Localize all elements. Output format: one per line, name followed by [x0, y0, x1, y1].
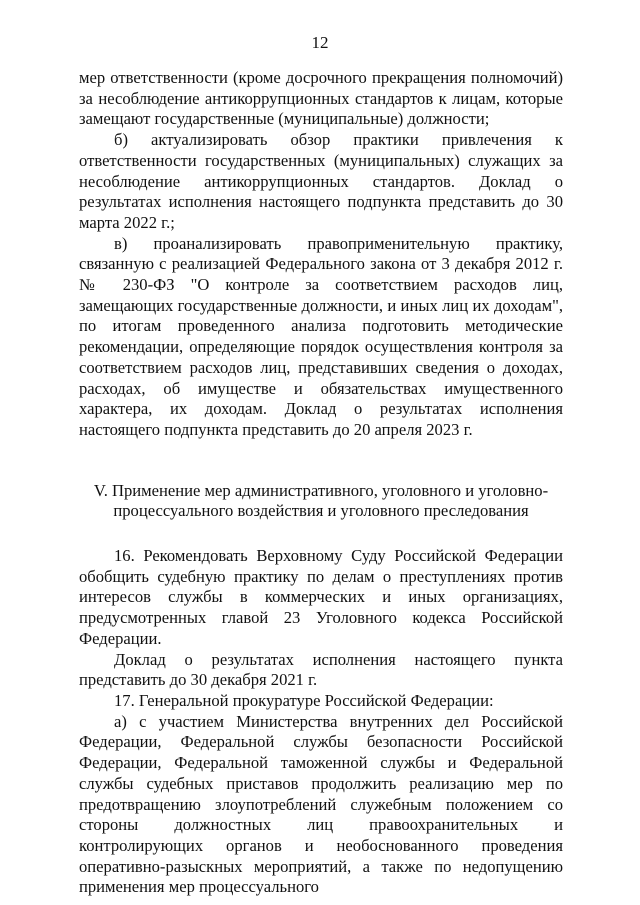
paragraph-17: 17. Генеральной прокуратуре Российской Федерации:: [114, 690, 494, 710]
page-number: 12: [311, 33, 329, 52]
document-body: [79, 68, 563, 898]
section-heading-line-1: V. Применение мер административного, уголовного и уголовно-: [93, 480, 549, 500]
paragraph-continuation: мер ответственности (кроме досрочного прекращения полномочий) за несоблюдение антикоррупционных стандартов к лицам, которые замещают государственные (муниципальные) должности;: [79, 68, 563, 129]
subparagraph-v: в) проанализировать правоприменительную практику, связанную с реализацией Федерального закона от 3 декабря 2012 г. № 230-ФЗ "О контроле за соответствием расходов лиц, замещающих государственные должности, и иных лиц их доходам", по итогам проведенного анализа подготовить методические рекомендации, определяющие порядок осуществления контроля за соответствием расходов лиц, представивших сведения о доходах, расходах, об имуществе и обязательствах имущественного характера, их доходам. Доклад о результатах исполнения настоящего подпункта представить до 20 апреля 2023 г.: [79, 233, 563, 439]
subparagraph-17-a: а) с участием Министерства внутренних дел Российской Федерации, Федеральной службы безопасности Российской Федерации, Федеральной таможенной службы и Федеральной службы судебных приставов продолжить реализацию мер по предотвращению злоупотреблений служебным положением со стороны должностных лиц правоохранительных и контролирующих органов и необоснованного проведения оперативно-разыскных мероприятий, а также по недопущению применения мер процессуального: [79, 711, 563, 897]
subparagraph-b: б) актуализировать обзор практики привлечения к ответственности государственных (муниципальных) служащих за несоблюдение антикоррупционных стандартов. Доклад о результатах исполнения настоящего подпункта представить до 30 марта 2022 г.;: [79, 130, 563, 232]
paragraph-16: 16. Рекомендовать Верховному Суду Российской Федерации обобщить судебную практику по делам о преступлениях против интересов службы в коммерческих и иных организациях, предусмотренных главой 23 Уголовного кодекса Российской Федерации.: [79, 546, 563, 648]
section-heading-line-2: процессуального воздействия и уголовного преследования: [113, 501, 529, 521]
section-heading: [79, 481, 563, 522]
paragraph-16-report: Доклад о результатах исполнения настоящего пункта представить до 30 декабря 2021 г.: [79, 649, 563, 690]
